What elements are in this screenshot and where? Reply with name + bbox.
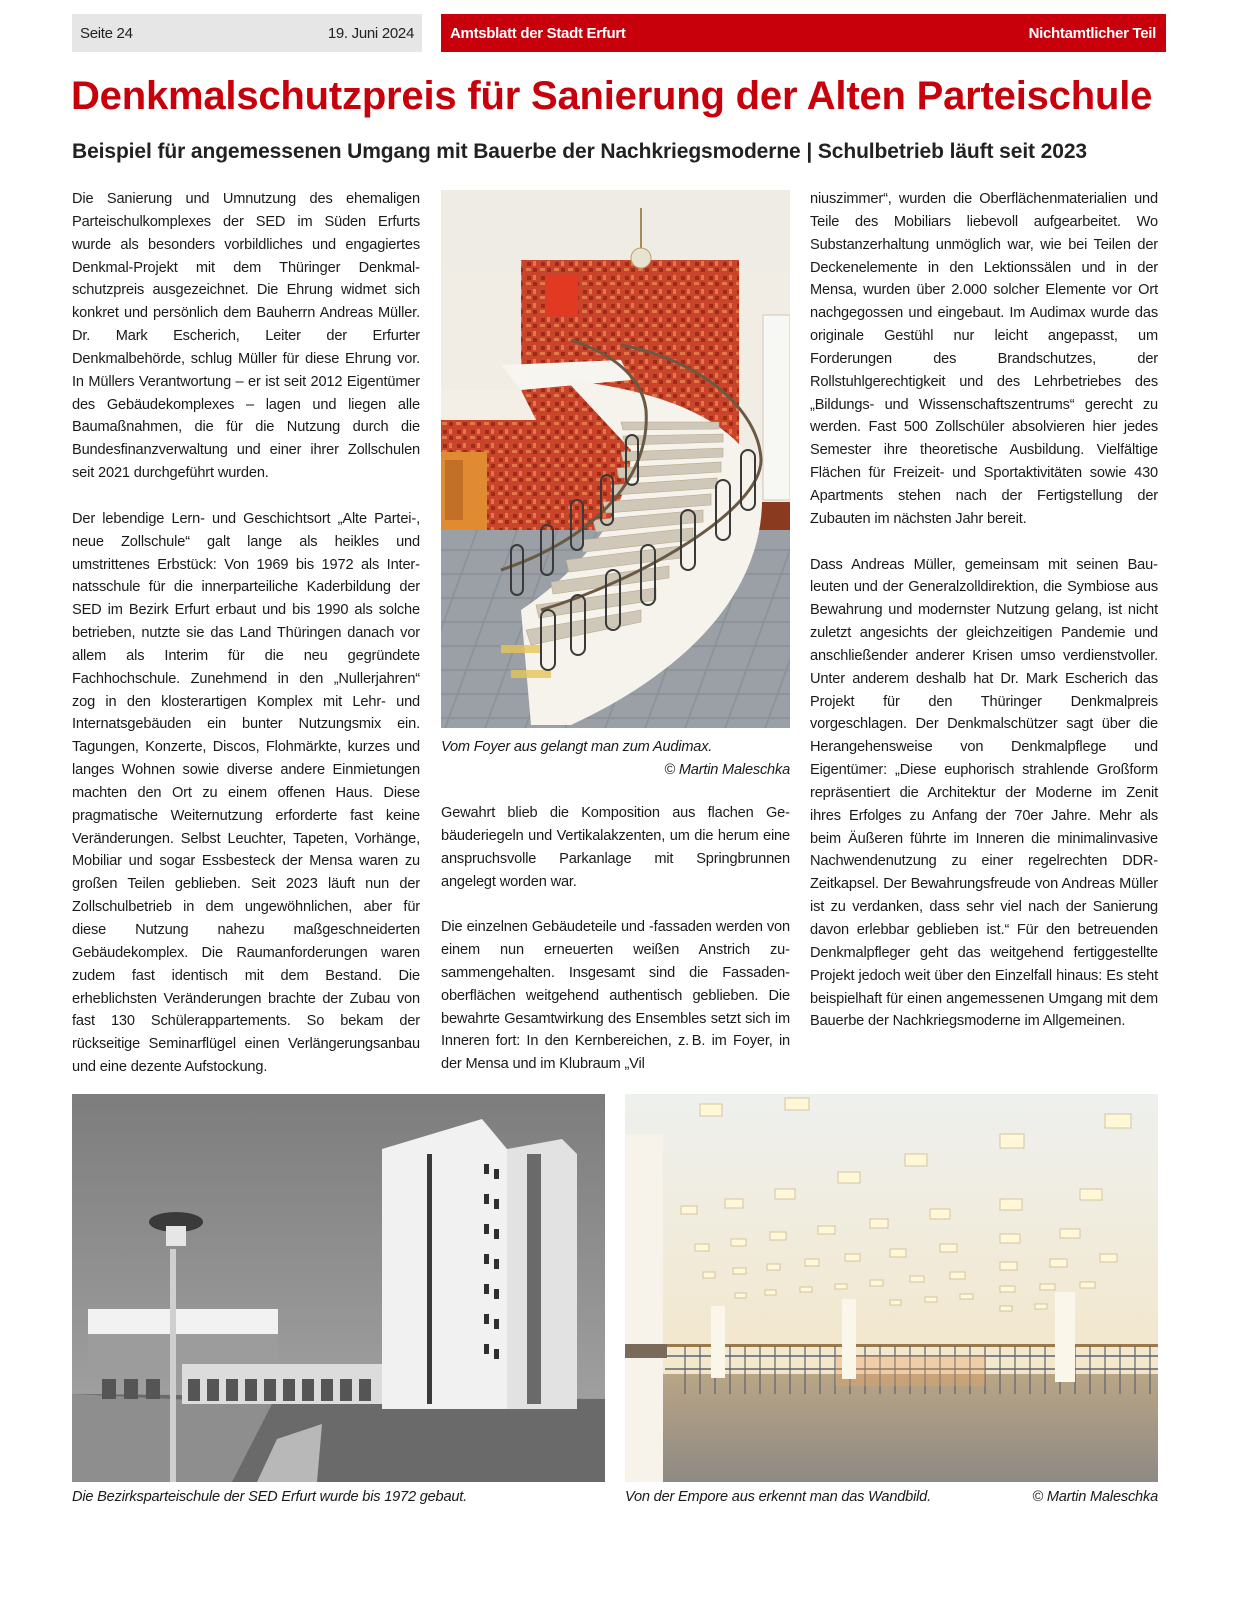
- hall-photo-credit: © Martin Maleschka: [1032, 1489, 1158, 1505]
- header-publication-bar: [441, 14, 1166, 52]
- article-title: Denkmalschutzpreis für Sanierung der Alten Parteischule: [71, 74, 1153, 118]
- caption-text: Vom Foyer aus gelangt man zum Audimax.: [441, 739, 713, 755]
- section-label: Nichtamtlicher Teil: [1028, 24, 1156, 42]
- building-photo: [72, 1094, 605, 1482]
- paragraph: Die einzelnen Gebäudeteile und -fassaden werden von einem nun erneuerten weißen Anstrich zusammengehalten. Insgesamt sind die Fassadenoberflächen weitgehend authentisch geblieben. Die bewahrte Gesamtwirkung des Ensembles setzt sich im Inneren fort: In den Kernbereichen, z. B. im Foyer, in der Mensa und im Klubraum „Vil: [441, 919, 790, 1073]
- article-subtitle: Beispiel für angemessenen Umgang mit Bauerbe der Nachkriegsmoderne | Schulbetrieb läuft seit 2023: [72, 140, 1087, 163]
- hall-photo: [625, 1094, 1158, 1482]
- paragraph: niuszimmer“, wurden die Oberflächenmaterialien und Teile des Mobiliars liebevoll aufgearbeitet. Wo Substanzerhaltung unmöglich war, wie bei Teilen der Deckenelemente in den Lektionssälen und in der Mensa, wurden über 2.000 solcher Elemente vor Ort nachgegossen und eingebaut. Im Audimax wurde das originale Gestühl nur leicht angepasst, um Forderungen des Brandschutzes, der Rollstuhlgerechtigkeit und des Lehrbetriebes des „Bildungs- und Wissenschaftszentrums“ gerecht zu werden. Fast 500 Zollschüler absolvieren hier jedes Semester ihre theoretische Ausbildung. Vielfältige Flächen für Freizeit- und Sportaktivitäten sowie 430 Apartments stehen nach der Fertigstellung der Zubauten im nächsten Jahr bereit.: [810, 191, 1158, 527]
- building-caption: Die Bezirksparteischule der SED Erfurt wurde bis 1972 gebaut.: [72, 1489, 468, 1505]
- page-number: Seite 24: [80, 24, 133, 42]
- publication-name: Amtsblatt der Stadt Erfurt: [450, 24, 626, 42]
- paragraph: Gewahrt blieb die Komposition aus flachen Gebäuderiegeln und Vertikalakzenten, um die herum eine anspruchsvolle Parkanlage mit Springbrunnen angelegt worden war.: [441, 805, 790, 890]
- header-page-info: [72, 14, 422, 52]
- building-image: [72, 1094, 605, 1482]
- article-column-2: [441, 802, 790, 1076]
- paragraph: Die Sanierung und Umnutzung des ehemaligen Parteischulkomplexes der SED im Süden Erfurts wurde als besonders vorbildliches und engagiertes Denkmal-Projekt mit dem Thüringer Denkmalschutzpreis ausgezeichnet. Die Ehrung widmet sich konkret und persönlich dem Bauherrn Andreas Müller. Dr. Mark Escherich, Leiter der Erfurter Denkmalbehörde, schlug Müller für diese Ehrung vor. In Müllers Verantwortung – er ist seit 2012 Eigentümer des Gebäudekomplexes – lagen und liegen alle Baumaßnahmen, die für die Nutzung durch die Bundesfinanzverwaltung und einer ihrer Zollschulen seit 2021 durchgeführt wurden.: [72, 191, 420, 482]
- issue-date: 19. Juni 2024: [327, 24, 414, 42]
- article-column-1: [72, 188, 420, 1079]
- staircase-photo: [441, 190, 790, 728]
- article-column-3: [810, 188, 1158, 1033]
- paragraph: Dass Andreas Müller, gemeinsam mit seinen Bauleuten und der Generalzolldirektion, die Symbiose aus Bewahrung und modernster Nutzung gelang, ist nicht zuletzt angesichts der gleichzeitigen Pandemie und anschließender anderer Krisen umso verdienstvoller. Unter anderem deshalb hat Dr. Mark Escherich das Projekt für den Thüringer Denkmalpreis vorgeschlagen. Der Denkmalschützer sagt über die Herangehensweise von Denkmalpflege und Eigentümer: „Diese euphorisch strahlende Großform repräsentiert die Architektur der Moderne im Zenit ihres Erfolges zu Anfang der 70er Jahre. Mehr als beim Äußeren führte im Inneren die minimalinvasive Nachwendenutzung zu einer regelrechten DDR-Zeitkapsel. Der Bewahrungsfreude von Andreas Müller ist zu verdanken, dass sehr viel nach der Sanierung davon erlebbar geblieben ist.“ Für den betreuenden Denkmalpfleger geht das weitgehend fertiggestellte Projekt jedoch weit über den Einzelfall hinaus: Es steht beispielhaft für einen angemessenen Umgang mit dem Bauerbe der Nachkriegsmoderne im Allgemeinen.: [810, 556, 1158, 1030]
- hall-image: [625, 1094, 1158, 1482]
- hall-caption: Von der Empore aus erkennt man das Wandbild.: [625, 1489, 931, 1505]
- paragraph: Der lebendige Lern- und Geschichtsort „Alte Partei-, neue Zollschule“ galt lange als heikles und umstrittenes Erbstück: Von 1969 bis 1972 als Internatsschule für die innerparteiliche Kaderbildung der SED im Bezirk Erfurt erbaut und bis 1990 als solche betrieben, nutzte sie das Land Thüringen danach vor allem als Interim für die neu gegründete Fachhochschule. Zunehmend in den „Nullerjahren“ zog in den klosterartigen Komplex mit Lehr- und Internatsgebäuden ein bunter Nutzungsmix ein. Tagungen, Konzerte, Discos, Flohmärkte, kurzes und langes Wohnen sowie diverse andere Einmietungen machten den Ort zu einem offenen Haus. Diese pragmatische Weiternutzung erforderte fast keine Veränderungen. Selbst Leuchter, Tapeten, Vorhänge, Mobiliar und sogar Essbesteck der Mensa waren zu großen Teilen geblieben. Seit 2023 läuft nun der Zollschulbetrieb in dem ungewöhnlichen, aber für diese Nutzung nahezu maßgeschneiderten Gebäudekomplex. Die Raumanforderungen waren zudem fast identisch mit dem Bestand. Die erheblichsten Veränderungen brachte der Zubau von fast 130 Schülerappartements. So bekam der rückseitige Seminarflügel einen Verlängerungsanbau und eine dezente Aufstockung.: [72, 510, 420, 1076]
- staircase-image: [441, 190, 790, 728]
- photo-credit: © Martin Maleschka: [664, 761, 790, 778]
- staircase-caption: [441, 736, 790, 782]
